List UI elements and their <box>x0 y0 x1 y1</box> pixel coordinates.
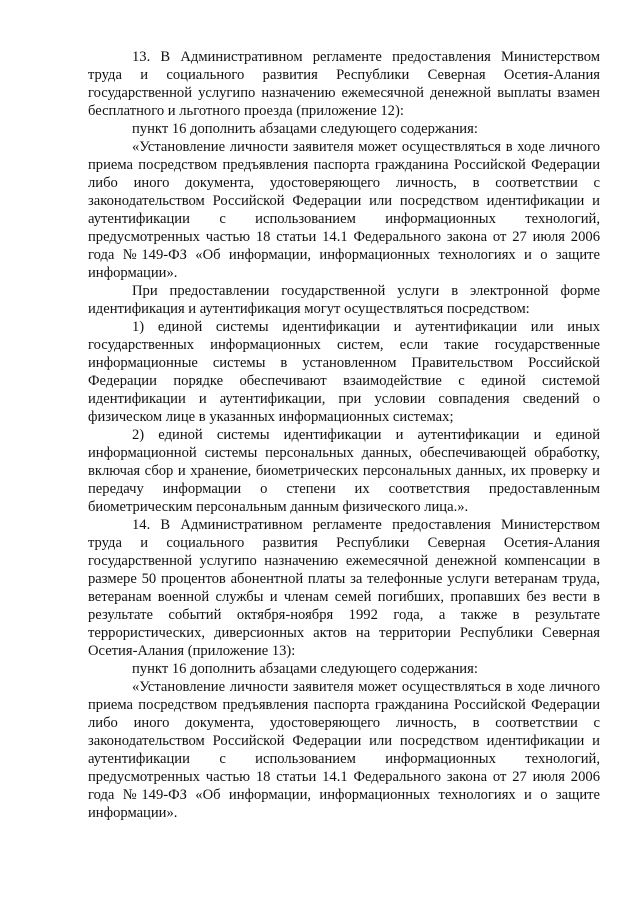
paragraph-option-2: 2) единой системы идентификации и аутентификации и единой информационной системы персональных данных, обеспечивающей обработку, включая сбор и хранение, биометрических персональных данных, их проверку и передачу информации о степени их соответствия предоставленным биометрическим персональным данным физического лица.». <box>88 427 600 515</box>
paragraph-amend-clause-16: пункт 16 дополнить абзацами следующего содержания: <box>132 121 478 137</box>
paragraph-item-13-intro: 13. В Административном регламенте предоставления Министерством труда и социального развития Республики Северная Осетия-Алания государственной услугипо назначению ежемесячной денежной выплаты взамен бесплатного и льготного проезда (приложение 12): <box>88 49 600 119</box>
paragraph-identity-verification: «Установление личности заявителя может осуществляться в ходе личного приема посредством предъявления паспорта гражданина Российской Федерации либо иного документа, удостоверяющего личность, в соответствии с законодательством Российской Федерации или посредством идентификации и аутентификации с использованием информационных технологий, предусмотренных частью 18 статьи 14.1 Федерального закона от 27 июля 2006 года №149-ФЗ «Об информации, информационных технологиях и о защите информации». <box>88 139 600 281</box>
paragraph-identity-verification-second: «Установление личности заявителя может осуществляться в ходе личного приема посредством предъявления паспорта гражданина Российской Федерации либо иного документа, удостоверяющего личность, в соответствии с законодательством Российской Федерации или посредством идентификации и аутентификации с использованием информационных технологий, предусмотренных частью 18 статьи 14.1 Федерального закона от 27 июля 2006 года №149-ФЗ «Об информации, информационных технологиях и о защите информации». <box>88 679 600 821</box>
paragraph-amend-clause-16-second: пункт 16 дополнить абзацами следующего содержания: <box>132 661 478 677</box>
paragraph-option-1: 1) единой системы идентификации и аутентификации или иных государственных информационных систем, если такие государственные информационные системы в установленном Правительством Российской Федерации порядке обеспечивают взаимодействие с единой системой идентификации и аутентификации, при условии совпадения сведений о физическом лице в указанных информационных системах; <box>88 319 600 425</box>
paragraph-item-14-intro: 14. В Административном регламенте предоставления Министерством труда и социального развития Республики Северная Осетия-Алания государственной услугипо назначению ежемесячной денежной компенсации в размере 50 процентов абонентной платы за телефонные услуги ветеранам труда, ветеранам военной службы и членам семей погибших, пропавших без вести в результате событий октября-ноября 1992 года, а также в результате террористических, диверсионных актов на территории Республики Северная Осетия-Алания (приложение 13): <box>88 517 600 659</box>
document-page <box>88 48 600 822</box>
paragraph-electronic-identification: При предоставлении государственной услуги в электронной форме идентификация и аутентификация могут осуществляться посредством: <box>88 283 600 317</box>
